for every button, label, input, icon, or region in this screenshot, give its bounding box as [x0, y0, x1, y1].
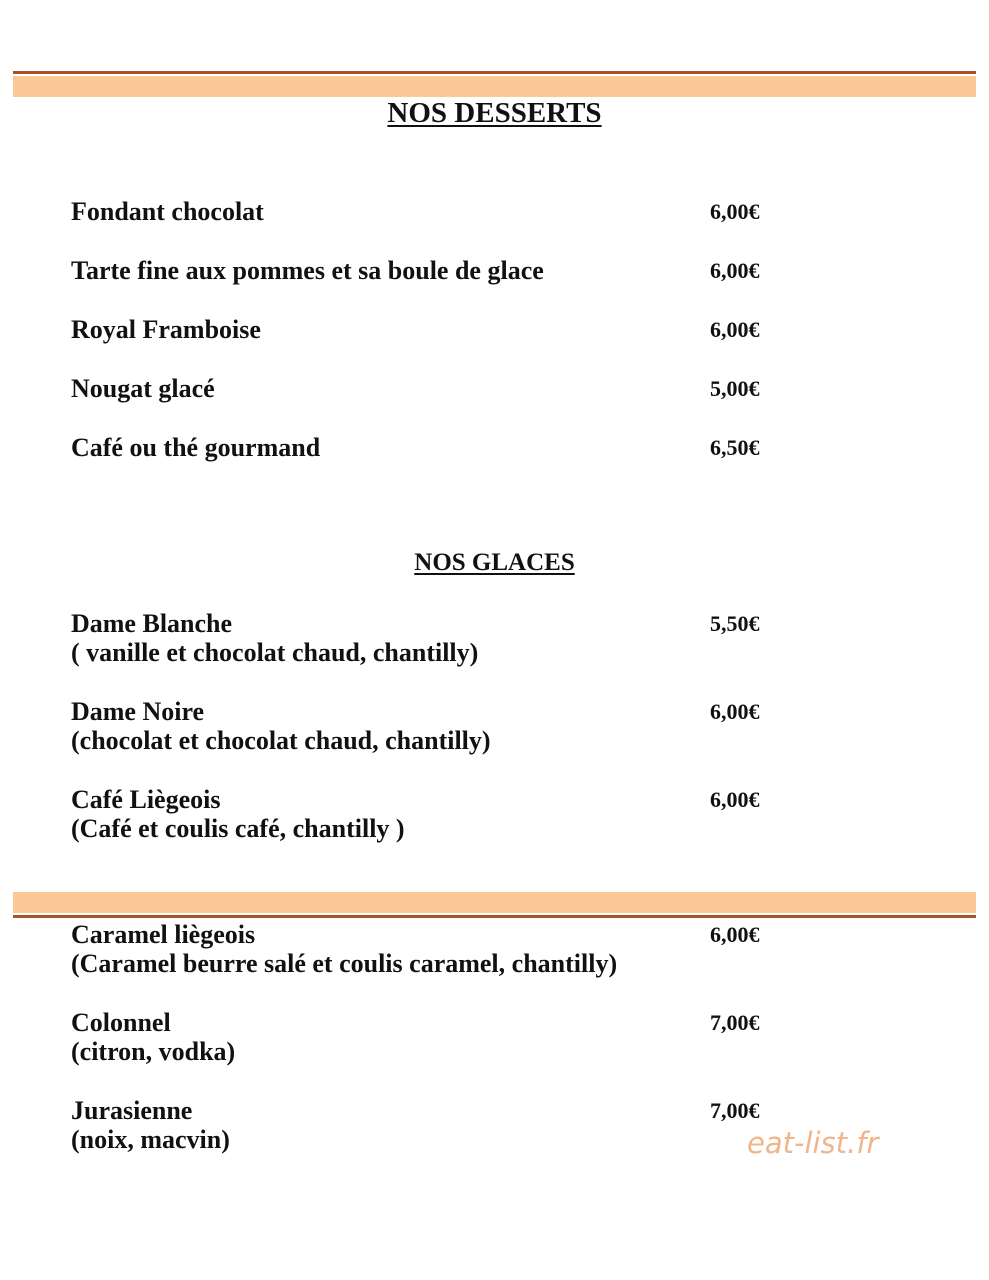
item-price: 6,00€	[710, 922, 760, 947]
top-decorative-band	[13, 71, 976, 97]
item-price: 5,50€	[710, 611, 760, 636]
item-description: (Caramel beurre salé et coulis caramel, chantilly)	[71, 949, 618, 978]
item-name: Fondant chocolat	[71, 197, 264, 226]
item-price: 6,00€	[710, 787, 760, 812]
desserts-section-title: NOS DESSERTS	[387, 97, 602, 129]
item-name: Royal Framboise	[71, 315, 261, 344]
menu-item	[71, 1008, 931, 1068]
item-name: Tarte fine aux pommes et sa boule de glace	[71, 256, 544, 285]
item-description: (chocolat et chocolat chaud, chantilly)	[71, 726, 491, 755]
item-price: 7,00€	[710, 1098, 760, 1123]
menu-item	[71, 433, 931, 493]
item-name: Dame Blanche	[71, 609, 233, 638]
item-description: ( vanille et chocolat chaud, chantilly)	[71, 638, 479, 667]
item-name: Jurasienne	[71, 1096, 193, 1125]
menu-item	[71, 374, 931, 434]
menu-item	[71, 315, 931, 375]
item-price: 6,00€	[710, 199, 760, 224]
page-break-band	[13, 892, 976, 918]
item-description: (citron, vodka)	[71, 1037, 236, 1066]
item-name: Café ou thé gourmand	[71, 433, 321, 462]
item-name: Caramel liègeois	[71, 920, 256, 949]
item-price: 6,00€	[710, 258, 760, 283]
item-price: 6,50€	[710, 435, 760, 460]
item-name: Café Liègeois	[71, 785, 221, 814]
watermark: eat-list.fr	[747, 1126, 879, 1160]
menu-item	[71, 785, 931, 845]
menu-item	[71, 697, 931, 757]
item-price: 5,00€	[710, 376, 760, 401]
item-price: 6,00€	[710, 317, 760, 342]
glaces-section-title: NOS GLACES	[414, 549, 575, 576]
item-description: (noix, macvin)	[71, 1125, 230, 1154]
item-price: 7,00€	[710, 1010, 760, 1035]
item-name: Nougat glacé	[71, 374, 215, 403]
item-name: Dame Noire	[71, 697, 205, 726]
menu-item	[71, 197, 931, 257]
item-name: Colonnel	[71, 1008, 171, 1037]
item-description: (Café et coulis café, chantilly )	[71, 814, 405, 843]
menu-item	[71, 609, 931, 669]
item-price: 6,00€	[710, 699, 760, 724]
menu-item	[71, 256, 931, 316]
menu-item	[71, 920, 931, 980]
